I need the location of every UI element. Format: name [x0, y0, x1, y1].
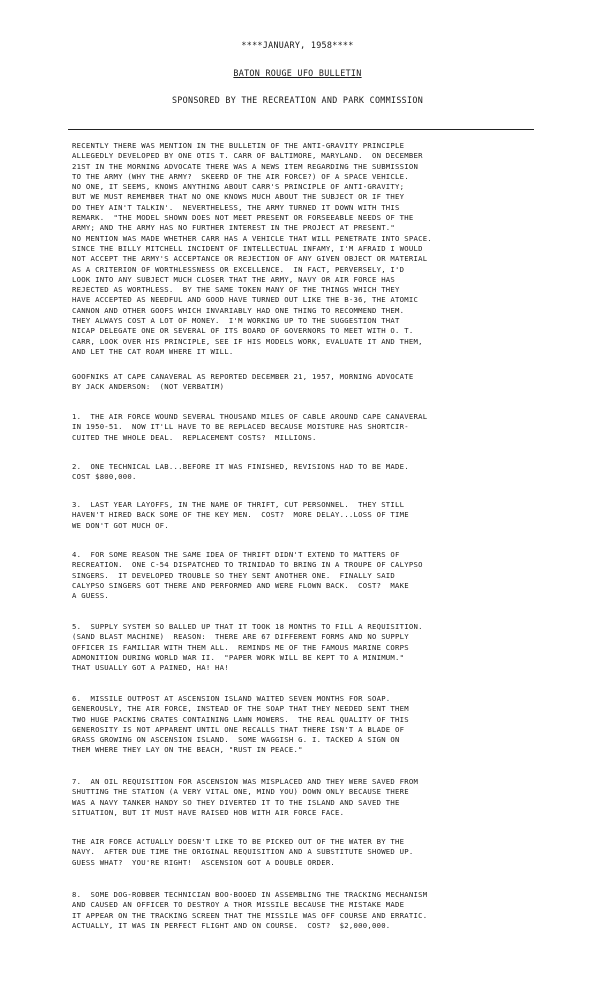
item-7-paragraph: 7. AN OIL REQUISITION FOR ASCENSION WAS MISPLACED AND THEY WERE SAVED FROM SHUTTING THE STATION (A VERY VITAL ONE, MIND YOU) DOWN ONLY BECAUSE THERE WAS A NAVY TANKER HANDY SO THEY DIVERTED IT TO THE ISLAND AND SAVED THE SITUATION, BUT IT MUST HAVE RAISED HOB WITH AIR FORCE FACE. — [72, 777, 419, 817]
item-3-paragraph: 3. LAST YEAR LAYOFFS, IN THE NAME OF THRIFT, CUT PERSONNEL. THEY STILL HAVEN'T HIRED BACK SOME OF THE KEY MEN. COST? MORE DELAY...LOSS OF TIME WE DON'T GOT MUCH OF. — [72, 500, 409, 530]
item-8-paragraph: 8. SOME DOG-ROBBER TECHNICIAN BOO-BOOED IN ASSEMBLING THE TRACKING MECHANISM AND CAUSED AN OFFICER TO DESTROY A THOR MISSILE BECAUSE THE MISTAKE MADE IT APPEAR ON THE TRACKING SCREEN THAT THE MISSILE WAS OFF COURSE AND ERRATIC. ACTUALLY, IT WAS IN PERFECT FLIGHT AND ON COURSE. COST? $2,000,000. — [72, 890, 428, 930]
sponsor-line: SPONSORED BY THE RECREATION AND PARK COMMISSION — [171, 95, 424, 105]
bulletin-title: BATON ROUGE UFO BULLETIN — [233, 68, 362, 78]
document-date: ****JANUARY, 1958**** — [241, 40, 354, 50]
item-5-paragraph: 5. SUPPLY SYSTEM SO BALLED UP THAT IT TOOK 18 MONTHS TO FILL A REQUISITION. (SAND BLAST MACHINE) REASON: THERE ARE 67 DIFFERENT FORMS AND NO SUPPLY OFFICER IS FAMILIAR WITH THEM ALL. REMINDS ME OF THE FAMOUS MARINE CORPS ADMONITION DURING WORLD WAR II. "PAPER WORK WILL BE KEPT TO A MINIMUM." THAT USUALLY GOT A PAINED, HA! HA! — [72, 622, 423, 673]
item-6-paragraph: 6. MISSILE OUTPOST AT ASCENSION ISLAND WAITED SEVEN MONTHS FOR SOAP. GENEROUSLY, THE AIR FORCE, INSTEAD OF THE SOAP THAT THEY NEEDED SENT THEM TWO HUGE PACKING CRATES CONTAINING LAWN MOWERS. THE REAL QUALITY OF THIS GENEROSITY IS NOT APPARENT UNTIL ONE RECALLS THAT THERE ISN'T A BLADE OF GRASS GROWING ON ASCENSION ISLAND. SOME WAGGISH G. I. TACKED A SIGN ON THEM WHERE THEY LAY ON THE BEACH, "RUST IN PEACE." — [72, 694, 409, 755]
goofniks-heading-paragraph: GOOFNIKS AT CAPE CANAVERAL AS REPORTED DECEMBER 21, 1957, MORNING ADVOCATE BY JACK ANDERSON: (NOT VERBATIM) — [72, 372, 414, 392]
air-force-navy-paragraph: THE AIR FORCE ACTUALLY DOESN'T LIKE TO BE PICKED OUT OF THE WATER BY THE NAVY. AFTER DUE TIME THE ORIGINAL REQUISITION AND A SUBSTITUTE SHOWED UP. GUESS WHAT? YOU'RE RIGHT! ASCENSION GOT A DOUBLE ORDER. — [72, 837, 414, 867]
item-1-paragraph: 1. THE AIR FORCE WOUND SEVERAL THOUSAND MILES OF CABLE AROUND CAPE CANAVERAL IN 1950-51. NOW IT'LL HAVE TO BE REPLACED BECAUSE MOISTURE HAS SHORTCIR- CUITED THE WHOLE DEAL. REPLACEMENT COSTS? MILLIONS. — [72, 412, 428, 442]
header-divider — [68, 129, 534, 130]
intro-paragraph: RECENTLY THERE WAS MENTION IN THE BULLETIN OF THE ANTI-GRAVITY PRINCIPLE ALLEGEDLY DEVELOPED BY ONE OTIS T. CARR OF BALTIMORE, MARYLAND. ON DECEMBER 21ST IN THE MORNING ADVOCATE THERE WAS A NEWS ITEM REGARDING THE SUBMISSION TO THE ARMY (WHY THE ARMY? SKEERD OF THE AIR FORCE?) OF A SPACE VEHICLE. NO ONE, IT SEEMS, KNOWS ANYTHING ABOUT CARR'S PRINCIPLE OF ANTI-GRAVITY; BUT WE MUST REMEMBER THAT NO ONE KNOWS MUCH ABOUT THE SUBJECT OR IF THEY DO THEY AIN'T TALKIN'. NEVERTHELESS, THE ARMY TURNED IT DOWN WITH THIS REMARK. "THE MODEL SHOWN DOES NOT MEET PRESENT OR FORSEEABLE NEEDS OF THE ARMY; AND THE ARMY HAS NO FURTHER INTEREST IN THE PROJECT AT PRESENT." NO MENTION WAS MADE WHETHER CARR HAS A VEHICLE THAT WILL PENETRATE INTO SPACE. SINCE THE BILLY MITCHELL INCIDENT OF INTELLECTUAL INFAMY, I'M AFRAID I WOULD NOT ACCEPT THE ARMY'S ACCEPTANCE OR REJECTION OF ANY GIVEN OBJECT OR MATERIAL AS A CRITERION OF WORTHLESSNESS OR EXCELLENCE. IN FACT, PERVERSELY, I'D LOOK INTO ANY SUBJECT MUCH CLOSER THAT THE ARMY, NAVY OR AIR FORCE HAS REJECTED AS WORTHLESS. BY THE SAME TOKEN MANY OF THE THINGS WHICH THEY HAVE ACCEPTED AS NEEDFUL AND GOOD HAVE TURNED OUT LIKE THE B-36, THE ATOMIC CANNON AND OTHER GOOFS WHICH INVARIABLY HAD ONE THING TO RECOMMEND THEM. THEY ALWAYS COST A LOT OF MONEY. I'M WORKING UP TO THE SUGGESTION THAT NICAP DELEGATE ONE OR SEVERAL OF ITS BOARD OF GOVERNORS TO MEET WITH O. T. CARR, LOOK OVER HIS PRINCIPLE, SEE IF HIS MODELS WORK, EVALUATE IT AND THEM, AND LET THE CAT ROAM WHERE IT WILL. — [72, 141, 432, 356]
item-4-paragraph: 4. FOR SOME REASON THE SAME IDEA OF THRIFT DIDN'T EXTEND TO MATTERS OF RECREATION. ONE C-54 DISPATCHED TO TRINIDAD TO BRING IN A TROUPE OF CALYPSO SINGERS. IT DEVELOPED TROUBLE SO THEY SENT ANOTHER ONE. FINALLY SAID CALYPSO SINGERS GOT THERE AND PERFORMED AND WERE FLOWN BACK. COST? MAKE A GUESS. — [72, 550, 423, 601]
item-2-paragraph: 2. ONE TECHNICAL LAB...BEFORE IT WAS FINISHED, REVISIONS HAD TO BE MADE. COST $800,000. — [72, 462, 409, 482]
